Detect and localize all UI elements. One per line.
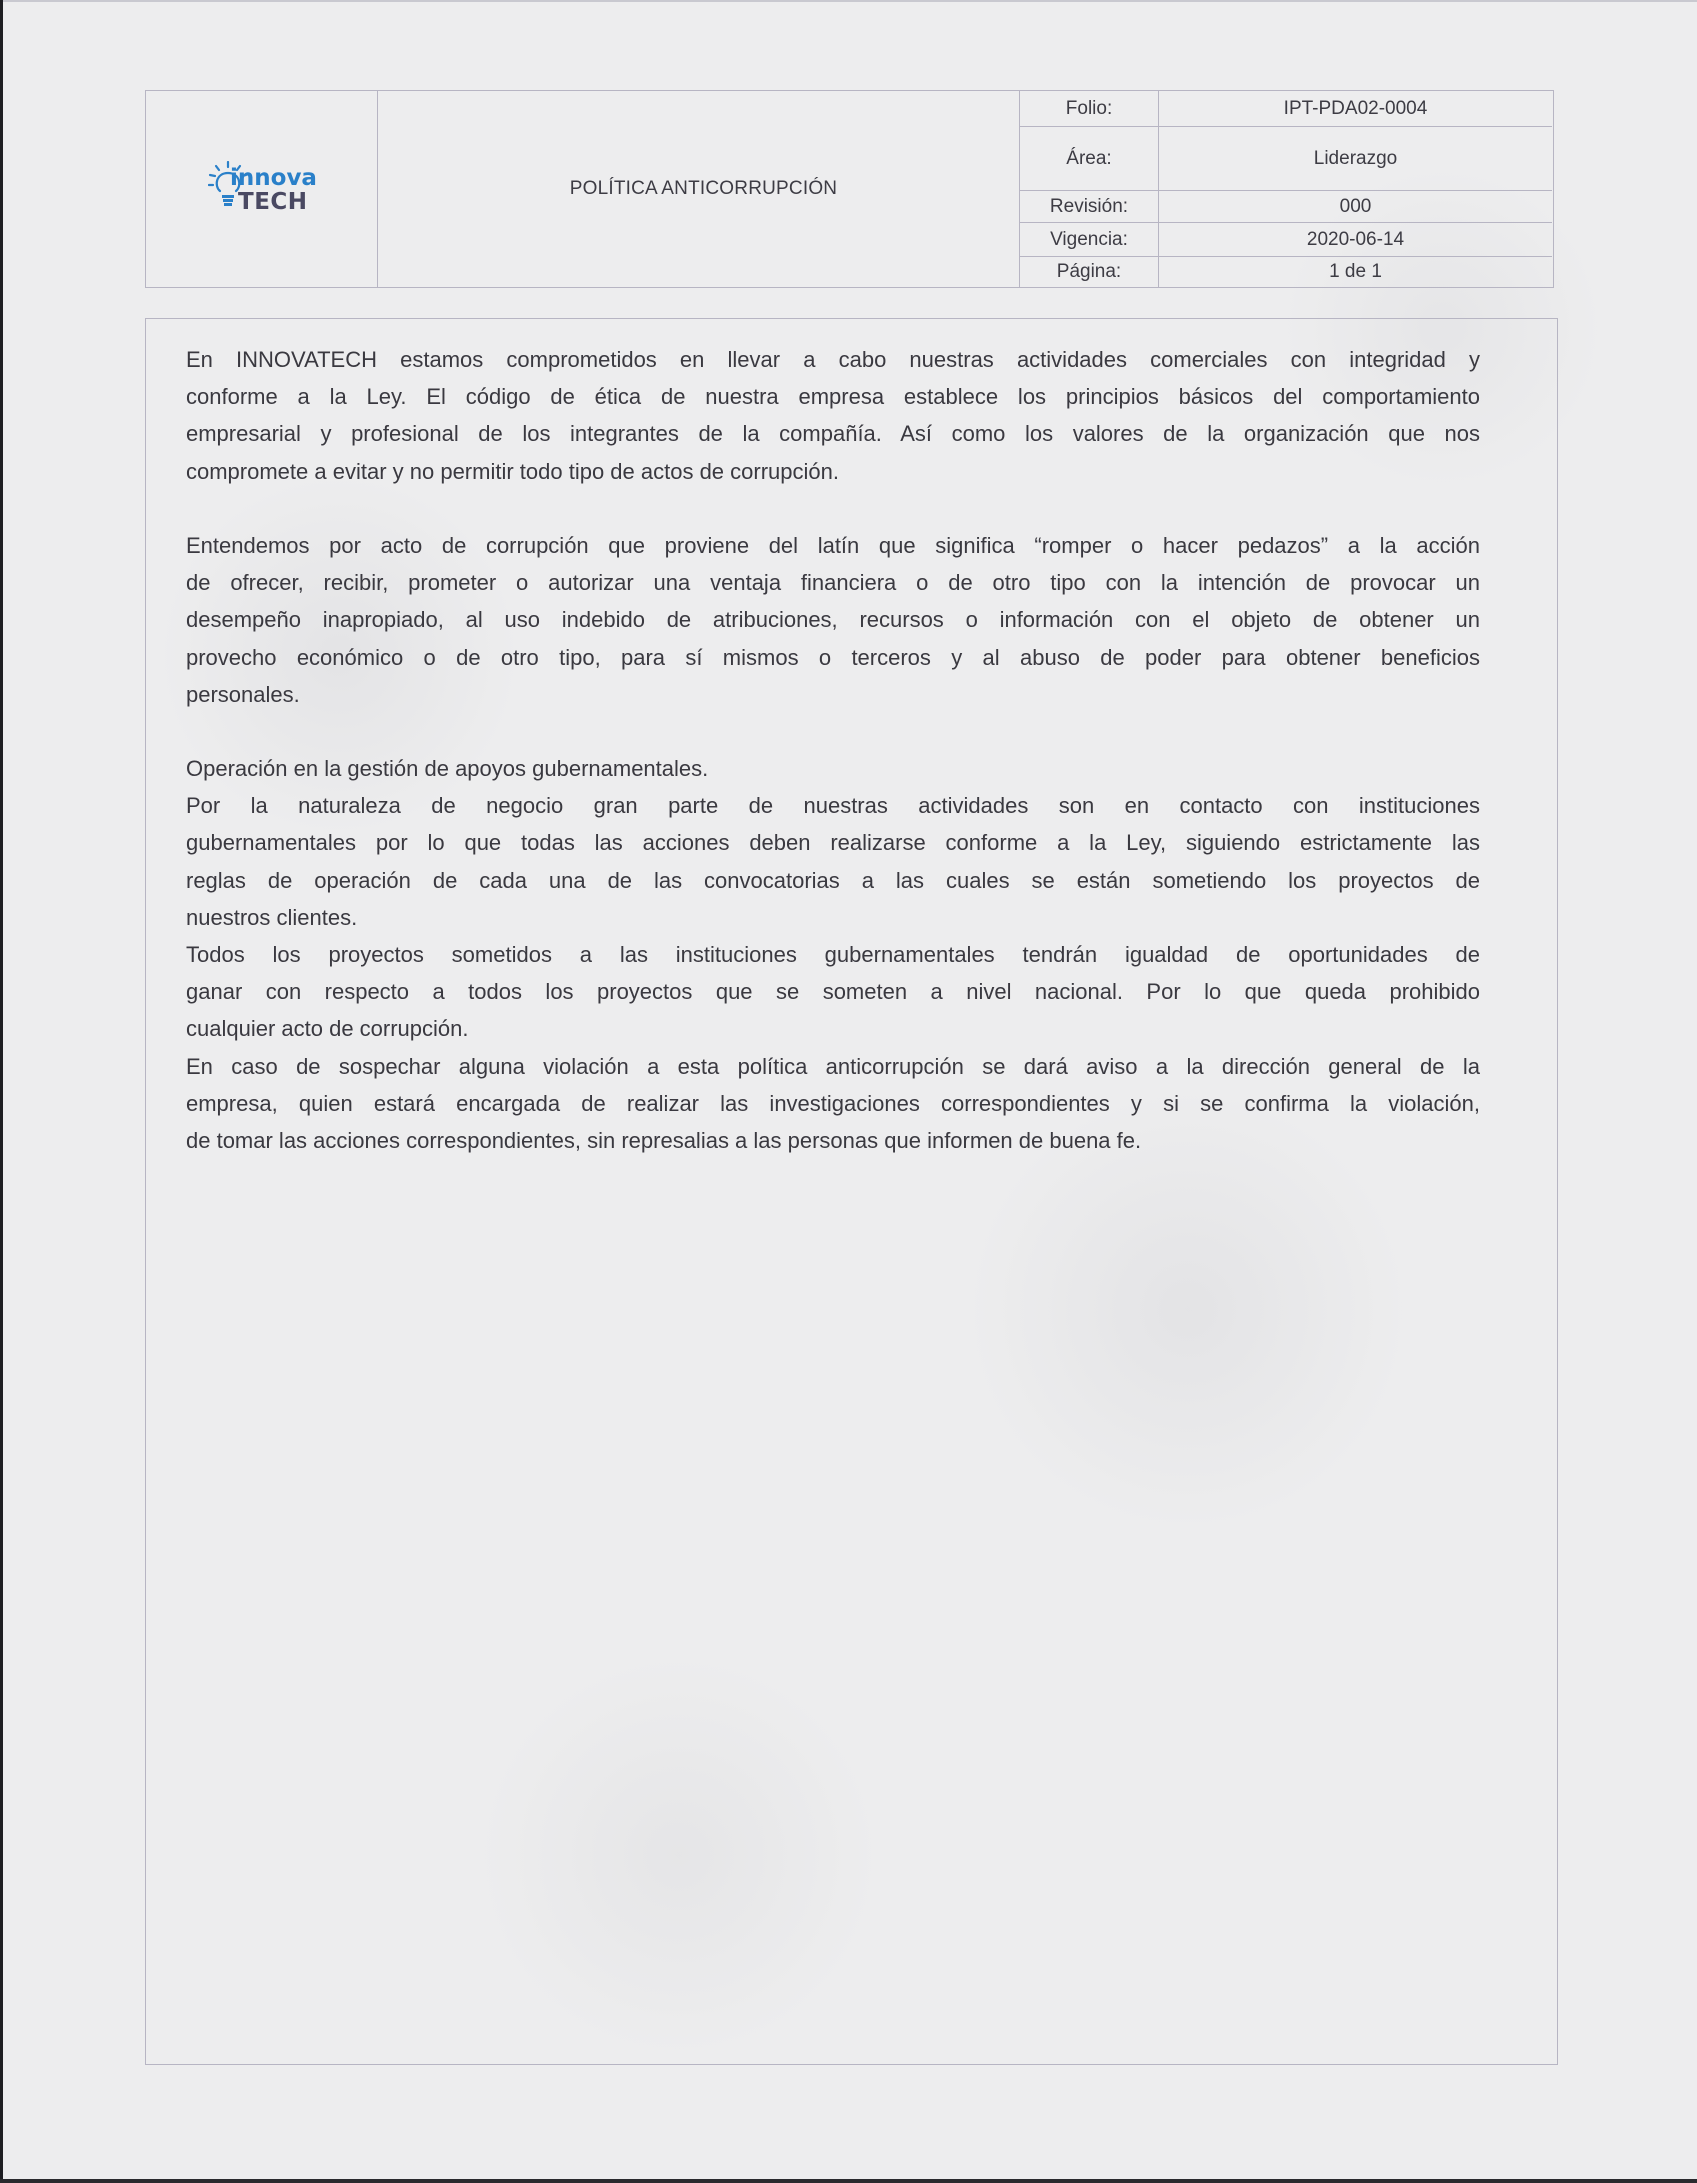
text-line: Operación en la gestión de apoyos gubernamentales. (186, 756, 709, 782)
logo-text-tech: TECH (238, 189, 308, 215)
text-line: Entendemos por acto de corrupción que proviene del latín que significa “romper o hacer pedazos” a la acción (186, 532, 1480, 558)
text-line: gubernamentales por lo que todas las acciones deben realizarse conforme a la Ley, siguiendo estrictamente las (186, 830, 1480, 856)
logo-text-innova: innova (230, 165, 317, 191)
innovatech-logo (208, 161, 317, 223)
document-metadata (1019, 91, 1552, 287)
meta-value: 000 (1339, 195, 1372, 217)
meta-value: IPT-PDA02-0004 (1283, 97, 1428, 119)
scan-bottom-edge (0, 2179, 1697, 2183)
text-line: En INNOVATECH estamos comprometidos en llevar a cabo nuestras actividades comerciales con integridad y (186, 347, 1480, 372)
logo-cell (146, 91, 378, 287)
text-line: compromete a evitar y no permitir todo tipo de actos de corrupción. (186, 458, 839, 484)
text-line: de tomar las acciones correspondientes, sin represalias a las personas que informen de buena fe. (186, 1127, 1142, 1153)
page-top-edge (0, 0, 1697, 2)
text-line: nuestros clientes. (186, 904, 358, 930)
paragraph-commitment (186, 341, 1480, 490)
text-line: empresa, quien estará encargada de realizar las investigaciones correspondientes y si se confirma la violación, (186, 1090, 1480, 1116)
text-line: cualquier acto de corrupción. (186, 1016, 469, 1042)
text-line: ganar con respecto a todos los proyectos que se someten a nivel nacional. Por lo que queda prohibido (186, 979, 1480, 1005)
text-line: Todos los proyectos sometidos a las instituciones gubernamentales tendrán igualdad de oportunidades de (186, 942, 1480, 967)
document-header-table (145, 90, 1554, 288)
meta-row-vigencia (1020, 223, 1552, 257)
paragraph-equal-opportunity (186, 936, 1480, 1048)
title-cell (378, 91, 1019, 287)
paragraph-business-nature (186, 787, 1480, 936)
meta-row-area (1020, 127, 1552, 191)
text-line: de ofrecer, recibir, prometer o autorizar una ventaja financiera o de otro tipo con la intención de provocar un (186, 570, 1480, 596)
meta-label: Revisión: (1020, 191, 1159, 222)
text-line: conforme a la Ley. El código de ética de nuestra empresa establece los principios básicos del comportamiento (186, 384, 1480, 410)
policy-body-box (145, 318, 1558, 2065)
meta-row-pagina (1020, 257, 1552, 287)
text-line: personales. (186, 681, 300, 707)
text-line: Por la naturaleza de negocio gran parte de nuestras actividades son en contacto con instituciones (186, 793, 1480, 819)
text-line: En caso de sospechar alguna violación a esta política anticorrupción se dará aviso a la dirección general de la (186, 1053, 1480, 1079)
policy-content (186, 341, 1480, 1159)
text-line: reglas de operación de cada una de las convocatorias a las cuales se están sometiendo los proyectos de (186, 867, 1480, 893)
document-title: POLÍTICA ANTICORRUPCIÓN (569, 178, 838, 199)
text-line: desempeño inapropiado, al uso indebido de atribuciones, recursos o información con el objeto de obtener un (186, 607, 1480, 633)
text-line: empresarial y profesional de los integrantes de la compañía. Así como los valores de la organización que nos (186, 421, 1480, 447)
meta-row-folio (1020, 91, 1552, 127)
meta-value: 2020-06-14 (1306, 228, 1405, 250)
meta-value: Liderazgo (1313, 147, 1398, 169)
meta-label: Folio: (1020, 91, 1159, 126)
meta-label: Área: (1020, 127, 1159, 190)
paragraph-definition (186, 527, 1480, 713)
meta-label: Página: (1020, 257, 1159, 287)
section-heading-government-support (186, 750, 1480, 787)
text-line: provecho económico o de otro tipo, para sí mismos o terceros y al abuso de poder para obtener beneficios (186, 644, 1480, 670)
meta-row-revision (1020, 191, 1552, 223)
scan-left-edge (0, 0, 3, 2183)
meta-label: Vigencia: (1020, 223, 1159, 256)
meta-value: 1 de 1 (1329, 261, 1382, 282)
paragraph-violation-report (186, 1048, 1480, 1160)
